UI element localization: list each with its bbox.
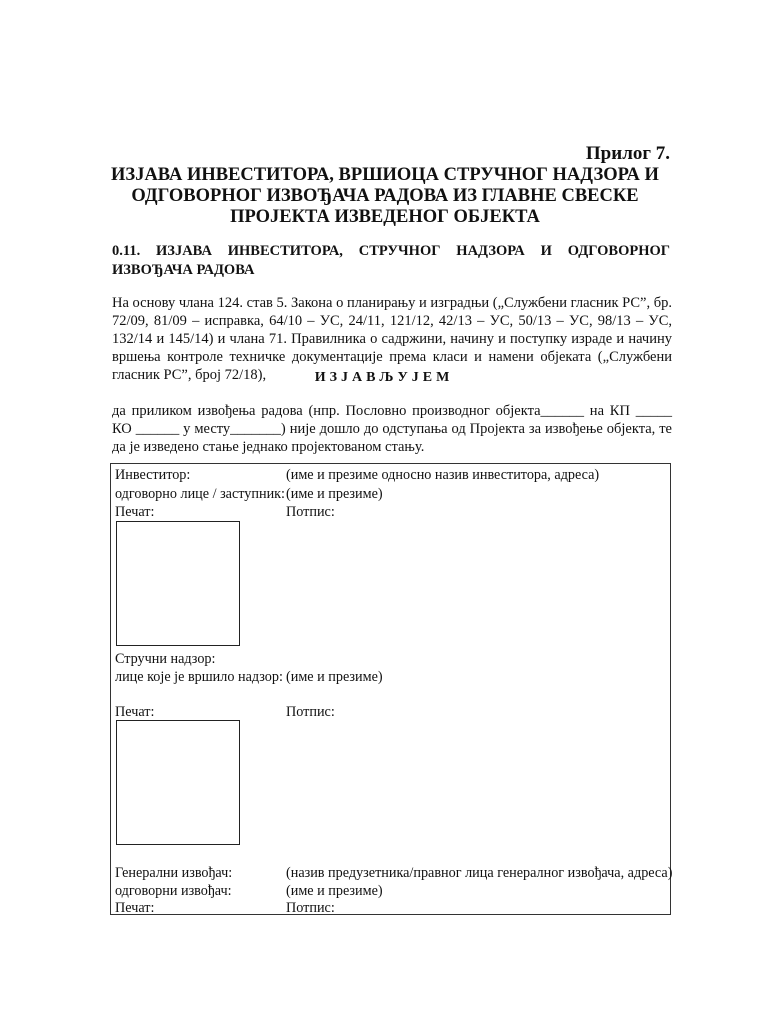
statement-paragraph: да приликом извођења радова (нпр. Пословно производног објекта______ на КП _____ КО ______ у месту_______) није дошло до одступања од Пројекта за извођење објекта, те да је изведено стање једнако пројектованом стању. — [112, 403, 672, 455]
title-line-1: ИЗЈАВА ИНВЕСТИТОРА, ВРШИОЦА СТРУЧНОГ НАДЗОРА И — [111, 165, 659, 185]
legal-basis-paragraph: На основу члана 124. став 5. Закона о планирању и изградњи („Службени гласник РС”, бр. 72/09, 81/09 – исправка, 64/10 – УС, 24/11, 121/12, 42/13 – УС, 50/13 – УС, 98/13 – УС, 132/14 и 145/14) и члана 71. Правилника о садржини, начину и поступку израде и начину вршења контроле техничке документације према класи и намени објеката („Службени гласник РС”, број 72/18), — [112, 295, 672, 383]
supervision-person-label: лице које је вршило надзор: — [115, 669, 283, 685]
title-line-3: ПРОЈЕКТА ИЗВЕДЕНОГ ОБЈЕКТА — [230, 207, 540, 227]
document-title — [90, 165, 680, 228]
supervision-signature-label: Потпис: — [286, 704, 335, 720]
title-line-2: ОДГОВОРНОГ ИЗВОЂАЧА РАДОВА ИЗ ГЛАВНЕ СВЕСКЕ — [131, 186, 639, 206]
contractor-signature-label: Потпис: — [286, 900, 335, 916]
declare-heading: ИЗЈАВЉУЈЕМ — [314, 370, 454, 385]
contractor-responsible-hint: (име и презиме) — [286, 883, 383, 899]
investor-signature-label: Потпис: — [286, 504, 335, 520]
contractor-responsible-label: одговорни извођач: — [115, 883, 232, 899]
attachment-label: Прилог 7. — [585, 143, 670, 164]
contractor-label: Генерални извођач: — [115, 865, 233, 881]
section-heading: 0.11. ИЗЈАВА ИНВЕСТИТОРА, СТРУЧНОГ НАДЗОРА И ОДГОВОРНОГ ИЗВОЂАЧА РАДОВА — [112, 243, 670, 278]
supervision-stamp-label: Печат: — [115, 704, 155, 720]
supervision-label: Стручни надзор: — [115, 651, 216, 667]
investor-hint: (име и презиме односно назив инвеститора, адреса) — [286, 467, 600, 483]
signature-form — [110, 463, 671, 915]
investor-stamp-label: Печат: — [115, 504, 155, 520]
investor-label: Инвеститор: — [115, 467, 191, 483]
investor-stamp-box — [116, 521, 240, 646]
investor-responsible-label: одговорно лице / заступник: — [115, 486, 285, 502]
contractor-hint: (назив предузетника/правног лица генералног извођача, адреса) — [286, 865, 673, 881]
supervision-person-hint: (име и презиме) — [286, 669, 383, 685]
investor-responsible-hint: (име и презиме) — [286, 486, 383, 502]
contractor-stamp-label: Печат: — [115, 900, 155, 916]
supervision-stamp-box — [116, 720, 240, 845]
